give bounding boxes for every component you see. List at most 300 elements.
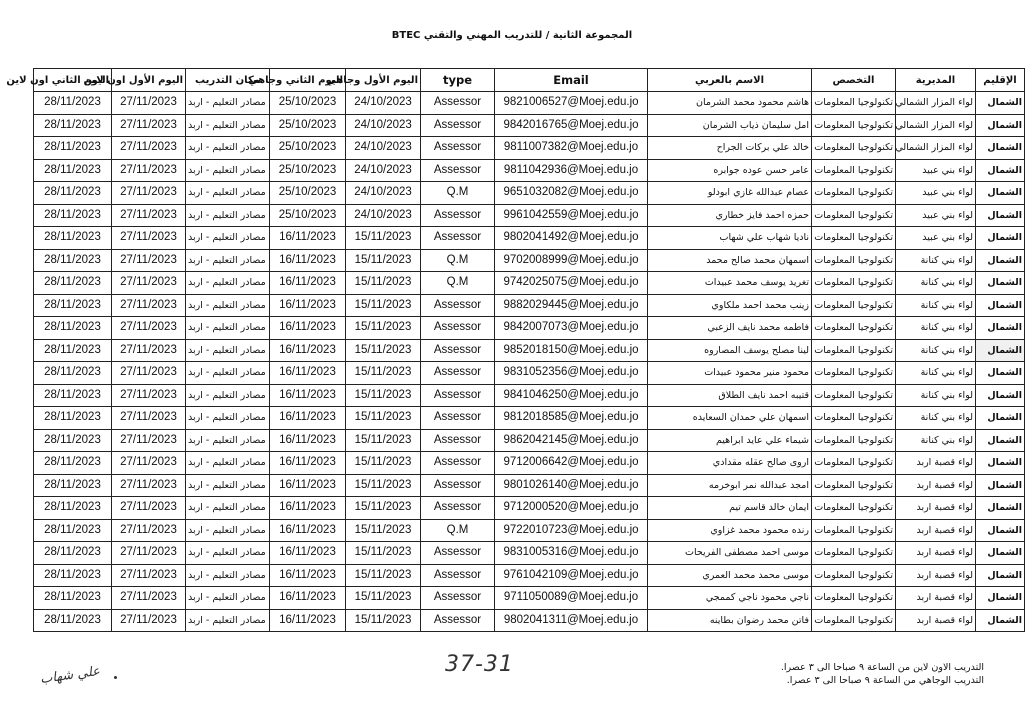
cell-specialty: تكنولوجيا المعلومات [812,542,896,565]
cell-day1-in-person: 15/11/2023 [346,249,421,272]
cell-place: مصادر التعليم - اربد [186,182,270,205]
table-row [34,294,1025,317]
cell-region: الشمال [976,92,1025,115]
ink-dot [114,676,117,679]
cell-email: 9651032082@Moej.edu.jo [495,182,648,205]
cell-day1-online: 27/11/2023 [112,159,186,182]
cell-place: مصادر التعليم - اربد [186,519,270,542]
header-type: type [421,69,495,92]
cell-day2-in-person: 16/11/2023 [270,272,346,295]
cell-name: اسمهان علي حمدان السعايده [648,407,812,430]
cell-specialty: تكنولوجيا المعلومات [812,362,896,385]
cell-type: Assessor [421,587,495,610]
table-row [34,182,1025,205]
cell-place: مصادر التعليم - اربد [186,407,270,430]
cell-place: مصادر التعليم - اربد [186,137,270,160]
cell-specialty: تكنولوجيا المعلومات [812,182,896,205]
cell-directorate: لواء بني كنانة [896,249,976,272]
cell-email: 9801026140@Moej.edu.jo [495,474,648,497]
cell-name: رنده محمود محمد غزاوي [648,519,812,542]
cell-email: 9802041492@Moej.edu.jo [495,227,648,250]
cell-day2-online: 28/11/2023 [34,519,112,542]
cell-name: موسى احمد مصطفى الفريحات [648,542,812,565]
cell-day2-in-person: 16/11/2023 [270,294,346,317]
cell-day1-in-person: 15/11/2023 [346,542,421,565]
cell-region: الشمال [976,609,1025,632]
table-row [34,159,1025,182]
cell-place: مصادر التعليم - اربد [186,587,270,610]
cell-day2-online: 28/11/2023 [34,272,112,295]
cell-day2-in-person: 16/11/2023 [270,564,346,587]
cell-day2-in-person: 25/10/2023 [270,137,346,160]
table-row [34,564,1025,587]
cell-email: 9812018585@Moej.edu.jo [495,407,648,430]
cell-day1-online: 27/11/2023 [112,182,186,205]
cell-day1-in-person: 24/10/2023 [346,92,421,115]
cell-day1-online: 27/11/2023 [112,519,186,542]
cell-name: خالد علي بركات الجراح [648,137,812,160]
cell-specialty: تكنولوجيا المعلومات [812,429,896,452]
cell-region: الشمال [976,587,1025,610]
cell-day2-online: 28/11/2023 [34,114,112,137]
cell-directorate: لواء بني كنانة [896,294,976,317]
cell-region: الشمال [976,272,1025,295]
cell-day2-online: 28/11/2023 [34,429,112,452]
cell-day2-in-person: 16/11/2023 [270,339,346,362]
cell-place: مصادر التعليم - اربد [186,159,270,182]
cell-day2-in-person: 16/11/2023 [270,452,346,475]
cell-directorate: لواء بني عبيد [896,159,976,182]
cell-type: Assessor [421,204,495,227]
cell-email: 9722010723@Moej.edu.jo [495,519,648,542]
cell-day2-online: 28/11/2023 [34,452,112,475]
cell-directorate: لواء قصبة اربد [896,519,976,542]
table-row [34,407,1025,430]
cell-email: 9702008999@Moej.edu.jo [495,249,648,272]
cell-email: 9711050089@Moej.edu.jo [495,587,648,610]
table-row [34,519,1025,542]
cell-specialty: تكنولوجيا المعلومات [812,249,896,272]
cell-type: Q.M [421,249,495,272]
cell-specialty: تكنولوجيا المعلومات [812,137,896,160]
table-row [34,362,1025,385]
cell-region: الشمال [976,542,1025,565]
cell-place: مصادر التعليم - اربد [186,609,270,632]
cell-region: الشمال [976,429,1025,452]
cell-day1-in-person: 24/10/2023 [346,204,421,227]
cell-region: الشمال [976,407,1025,430]
cell-type: Assessor [421,294,495,317]
cell-place: مصادر التعليم - اربد [186,249,270,272]
cell-name: شيماء علي عايد ابراهيم [648,429,812,452]
header-directorate: المديرية [896,69,976,92]
cell-day2-online: 28/11/2023 [34,159,112,182]
cell-day2-online: 28/11/2023 [34,587,112,610]
cell-name: اروى صالح عقله مقدادي [648,452,812,475]
cell-place: مصادر التعليم - اربد [186,339,270,362]
cell-specialty: تكنولوجيا المعلومات [812,317,896,340]
cell-day2-in-person: 16/11/2023 [270,609,346,632]
cell-day1-online: 27/11/2023 [112,204,186,227]
cell-day2-online: 28/11/2023 [34,227,112,250]
cell-day2-in-person: 25/10/2023 [270,114,346,137]
cell-name: عامر حسن عوده جوابره [648,159,812,182]
cell-type: Assessor [421,609,495,632]
cell-day1-in-person: 15/11/2023 [346,497,421,520]
cell-name: ناديا شهاب علي شهاب [648,227,812,250]
cell-day1-online: 27/11/2023 [112,362,186,385]
cell-day2-online: 28/11/2023 [34,564,112,587]
table-row [34,249,1025,272]
cell-day1-online: 27/11/2023 [112,92,186,115]
cell-region: الشمال [976,137,1025,160]
cell-day1-in-person: 24/10/2023 [346,182,421,205]
cell-region: الشمال [976,564,1025,587]
table-row [34,92,1025,115]
cell-directorate: لواء قصبة اربد [896,474,976,497]
cell-type: Assessor [421,564,495,587]
cell-name: فاطمه محمد نايف الزعبي [648,317,812,340]
cell-type: Assessor [421,474,495,497]
cell-name: لينا مصلح يوسف المصاروه [648,339,812,362]
cell-region: الشمال [976,182,1025,205]
cell-day2-in-person: 16/11/2023 [270,474,346,497]
cell-specialty: تكنولوجيا المعلومات [812,204,896,227]
note-in-person-hours: التدريب الوجاهي من الساعة ٩ صباحا الى ٣ عصرا. [786,675,984,686]
cell-email: 9842007073@Moej.edu.jo [495,317,648,340]
cell-directorate: لواء بني كنانة [896,362,976,385]
table-row [34,137,1025,160]
cell-day2-in-person: 16/11/2023 [270,227,346,250]
cell-specialty: تكنولوجيا المعلومات [812,339,896,362]
header-name: الاسم بالعربي [648,69,812,92]
cell-type: Q.M [421,182,495,205]
cell-directorate: لواء بني كنانة [896,272,976,295]
cell-place: مصادر التعليم - اربد [186,227,270,250]
cell-place: مصادر التعليم - اربد [186,92,270,115]
cell-day2-online: 28/11/2023 [34,92,112,115]
cell-name: فاتن محمد رضوان بطاينه [648,609,812,632]
cell-region: الشمال [976,452,1025,475]
cell-specialty: تكنولوجيا المعلومات [812,159,896,182]
cell-region: الشمال [976,249,1025,272]
cell-email: 9742025075@Moej.edu.jo [495,272,648,295]
cell-directorate: لواء قصبة اربد [896,542,976,565]
cell-directorate: لواء المزار الشمالي [896,92,976,115]
cell-day1-in-person: 15/11/2023 [346,294,421,317]
header-place: مكان التدريب [186,69,270,92]
cell-day2-online: 28/11/2023 [34,339,112,362]
cell-specialty: تكنولوجيا المعلومات [812,564,896,587]
cell-place: مصادر التعليم - اربد [186,272,270,295]
cell-region: الشمال [976,339,1025,362]
cell-name: زينب محمد احمد ملكاوي [648,294,812,317]
cell-day1-online: 27/11/2023 [112,137,186,160]
cell-type: Assessor [421,317,495,340]
header-day1-in-person: اليوم الأول وجاهي [346,69,421,92]
cell-day2-in-person: 16/11/2023 [270,497,346,520]
cell-name: امل سليمان ذياب الشرمان [648,114,812,137]
table-row [34,227,1025,250]
cell-type: Assessor [421,429,495,452]
cell-day2-online: 28/11/2023 [34,294,112,317]
cell-region: الشمال [976,317,1025,340]
cell-specialty: تكنولوجيا المعلومات [812,519,896,542]
cell-name: موسى محمد محمد العمري [648,564,812,587]
cell-day2-online: 28/11/2023 [34,474,112,497]
cell-specialty: تكنولوجيا المعلومات [812,384,896,407]
cell-place: مصادر التعليم - اربد [186,362,270,385]
cell-type: Assessor [421,407,495,430]
cell-day1-online: 27/11/2023 [112,609,186,632]
table-row [34,497,1025,520]
cell-specialty: تكنولوجيا المعلومات [812,272,896,295]
cell-place: مصادر التعليم - اربد [186,542,270,565]
cell-name: قتيبه احمد نايف الطلاق [648,384,812,407]
cell-day2-in-person: 25/10/2023 [270,159,346,182]
cell-email: 9961042559@Moej.edu.jo [495,204,648,227]
cell-email: 9712006642@Moej.edu.jo [495,452,648,475]
cell-region: الشمال [976,474,1025,497]
cell-email: 9811007382@Moej.edu.jo [495,137,648,160]
cell-day2-in-person: 16/11/2023 [270,519,346,542]
cell-day1-online: 27/11/2023 [112,564,186,587]
cell-directorate: لواء بني عبيد [896,204,976,227]
cell-type: Assessor [421,137,495,160]
cell-day2-in-person: 16/11/2023 [270,407,346,430]
cell-day1-in-person: 15/11/2023 [346,564,421,587]
cell-day1-online: 27/11/2023 [112,114,186,137]
cell-directorate: لواء بني كنانة [896,339,976,362]
cell-region: الشمال [976,114,1025,137]
cell-day1-in-person: 15/11/2023 [346,227,421,250]
cell-directorate: لواء بني كنانة [896,407,976,430]
cell-day1-in-person: 15/11/2023 [346,339,421,362]
table-row [34,272,1025,295]
cell-day1-online: 27/11/2023 [112,407,186,430]
table-row [34,452,1025,475]
cell-type: Assessor [421,92,495,115]
cell-day2-online: 28/11/2023 [34,609,112,632]
cell-directorate: لواء بني كنانة [896,429,976,452]
cell-email: 9831005316@Moej.edu.jo [495,542,648,565]
cell-day1-online: 27/11/2023 [112,294,186,317]
cell-email: 9712000520@Moej.edu.jo [495,497,648,520]
table-row [34,339,1025,362]
cell-email: 9802041311@Moej.edu.jo [495,609,648,632]
cell-day2-online: 28/11/2023 [34,497,112,520]
cell-directorate: لواء بني عبيد [896,182,976,205]
cell-directorate: لواء قصبة اربد [896,452,976,475]
cell-day1-online: 27/11/2023 [112,542,186,565]
cell-name: حمزه احمد فايز خطاري [648,204,812,227]
cell-day1-in-person: 15/11/2023 [346,452,421,475]
cell-place: مصادر التعليم - اربد [186,452,270,475]
cell-email: 9842016765@Moej.edu.jo [495,114,648,137]
cell-name: ايمان خالد قاسم تيم [648,497,812,520]
cell-day1-in-person: 15/11/2023 [346,519,421,542]
cell-day1-in-person: 15/11/2023 [346,384,421,407]
cell-day2-in-person: 16/11/2023 [270,384,346,407]
cell-day1-in-person: 15/11/2023 [346,407,421,430]
cell-email: 9882029445@Moej.edu.jo [495,294,648,317]
cell-specialty: تكنولوجيا المعلومات [812,294,896,317]
cell-day1-online: 27/11/2023 [112,497,186,520]
table-row [34,204,1025,227]
cell-day1-online: 27/11/2023 [112,339,186,362]
table-row [34,429,1025,452]
cell-email: 9821006527@Moej.edu.jo [495,92,648,115]
cell-specialty: تكنولوجيا المعلومات [812,497,896,520]
cell-directorate: لواء قصبة اربد [896,609,976,632]
cell-directorate: لواء بني كنانة [896,317,976,340]
cell-type: Assessor [421,384,495,407]
cell-name: تغريد يوسف محمد عبيدات [648,272,812,295]
cell-specialty: تكنولوجيا المعلومات [812,587,896,610]
cell-day2-in-person: 16/11/2023 [270,587,346,610]
cell-directorate: لواء بني عبيد [896,227,976,250]
cell-email: 9862042145@Moej.edu.jo [495,429,648,452]
cell-place: مصادر التعليم - اربد [186,384,270,407]
cell-region: الشمال [976,497,1025,520]
cell-directorate: لواء قصبة اربد [896,587,976,610]
cell-day2-in-person: 16/11/2023 [270,429,346,452]
cell-day2-online: 28/11/2023 [34,407,112,430]
cell-place: مصادر التعليم - اربد [186,204,270,227]
cell-name: عصام عبدالله غازي ابودلو [648,182,812,205]
cell-email: 9831052356@Moej.edu.jo [495,362,648,385]
cell-region: الشمال [976,519,1025,542]
cell-day1-in-person: 15/11/2023 [346,362,421,385]
cell-day1-in-person: 24/10/2023 [346,159,421,182]
cell-specialty: تكنولوجيا المعلومات [812,114,896,137]
cell-day1-online: 27/11/2023 [112,474,186,497]
cell-day1-online: 27/11/2023 [112,429,186,452]
cell-place: مصادر التعليم - اربد [186,429,270,452]
cell-region: الشمال [976,204,1025,227]
header-day1-online: اليوم الأول اون لاين [112,69,186,92]
note-online-hours: التدريب الاون لاين من الساعة ٩ صباحا الى ٣ عصرا. [780,662,984,673]
cell-region: الشمال [976,294,1025,317]
cell-day1-online: 27/11/2023 [112,452,186,475]
cell-day1-in-person: 24/10/2023 [346,137,421,160]
cell-region: الشمال [976,227,1025,250]
cell-region: الشمال [976,159,1025,182]
cell-specialty: تكنولوجيا المعلومات [812,407,896,430]
cell-place: مصادر التعليم - اربد [186,317,270,340]
cell-day1-online: 27/11/2023 [112,384,186,407]
cell-day1-online: 27/11/2023 [112,272,186,295]
cell-day1-in-person: 15/11/2023 [346,317,421,340]
cell-day2-in-person: 25/10/2023 [270,204,346,227]
header-day2-in-person: اليوم الثاني وجاهي [270,69,346,92]
cell-region: الشمال [976,362,1025,385]
cell-day2-online: 28/11/2023 [34,362,112,385]
cell-email: 9811042936@Moej.edu.jo [495,159,648,182]
cell-specialty: تكنولوجيا المعلومات [812,452,896,475]
cell-name: امجد عبدالله نمر ابوخرمه [648,474,812,497]
cell-day1-in-person: 15/11/2023 [346,587,421,610]
cell-directorate: لواء قصبة اربد [896,564,976,587]
header-specialty: التخصص [812,69,896,92]
header-email: Email [495,69,648,92]
cell-day1-in-person: 15/11/2023 [346,272,421,295]
cell-day2-online: 28/11/2023 [34,384,112,407]
cell-day2-online: 28/11/2023 [34,137,112,160]
cell-day2-in-person: 16/11/2023 [270,249,346,272]
cell-email: 9761042109@Moej.edu.jo [495,564,648,587]
cell-directorate: لواء قصبة اربد [896,497,976,520]
header-region: الإقليم [976,69,1025,92]
table-row [34,114,1025,137]
cell-name: اسمهان محمد صالح محمد [648,249,812,272]
cell-place: مصادر التعليم - اربد [186,474,270,497]
cell-place: مصادر التعليم - اربد [186,564,270,587]
trainees-table [6,68,1025,632]
cell-region: الشمال [976,384,1025,407]
table-row [34,609,1025,632]
cell-directorate: لواء المزار الشمالي [896,137,976,160]
cell-day1-online: 27/11/2023 [112,227,186,250]
cell-day1-in-person: 15/11/2023 [346,609,421,632]
table-row [34,384,1025,407]
table-header-row [34,69,1025,92]
cell-place: مصادر التعليم - اربد [186,294,270,317]
handwritten-page-number: 37-31 [445,652,514,677]
cell-day2-in-person: 16/11/2023 [270,362,346,385]
cell-day2-in-person: 16/11/2023 [270,317,346,340]
cell-day1-in-person: 15/11/2023 [346,429,421,452]
table-row [34,317,1025,340]
cell-specialty: تكنولوجيا المعلومات [812,227,896,250]
cell-day2-in-person: 25/10/2023 [270,92,346,115]
cell-type: Assessor [421,114,495,137]
table-row [34,587,1025,610]
cell-name: محمود منير محمود عبيدات [648,362,812,385]
cell-place: مصادر التعليم - اربد [186,497,270,520]
cell-name: هاشم محمود محمد الشرمان [648,92,812,115]
page-title: المجموعة الثانية / للتدريب المهني والتقني BTEC [391,30,633,41]
cell-type: Assessor [421,159,495,182]
cell-type: Assessor [421,227,495,250]
cell-day1-in-person: 15/11/2023 [346,474,421,497]
cell-name: ناجي محمود ناجي كممجي [648,587,812,610]
table-row [34,474,1025,497]
cell-type: Q.M [421,272,495,295]
cell-email: 9852018150@Moej.edu.jo [495,339,648,362]
cell-specialty: تكنولوجيا المعلومات [812,474,896,497]
cell-type: Assessor [421,362,495,385]
cell-day2-online: 28/11/2023 [34,182,112,205]
cell-day1-in-person: 24/10/2023 [346,114,421,137]
cell-day2-in-person: 16/11/2023 [270,542,346,565]
cell-specialty: تكنولوجيا المعلومات [812,609,896,632]
cell-day2-online: 28/11/2023 [34,249,112,272]
cell-day2-online: 28/11/2023 [34,317,112,340]
table-row [34,542,1025,565]
cell-day1-online: 27/11/2023 [112,587,186,610]
cell-type: Assessor [421,497,495,520]
cell-type: Assessor [421,542,495,565]
cell-day2-online: 28/11/2023 [34,542,112,565]
cell-place: مصادر التعليم - اربد [186,114,270,137]
cell-type: Assessor [421,452,495,475]
cell-type: Q.M [421,519,495,542]
cell-day2-in-person: 25/10/2023 [270,182,346,205]
header-day2-online: اليوم الثاني اون لاين [34,69,112,92]
notes [781,661,984,687]
cell-day2-online: 28/11/2023 [34,204,112,227]
